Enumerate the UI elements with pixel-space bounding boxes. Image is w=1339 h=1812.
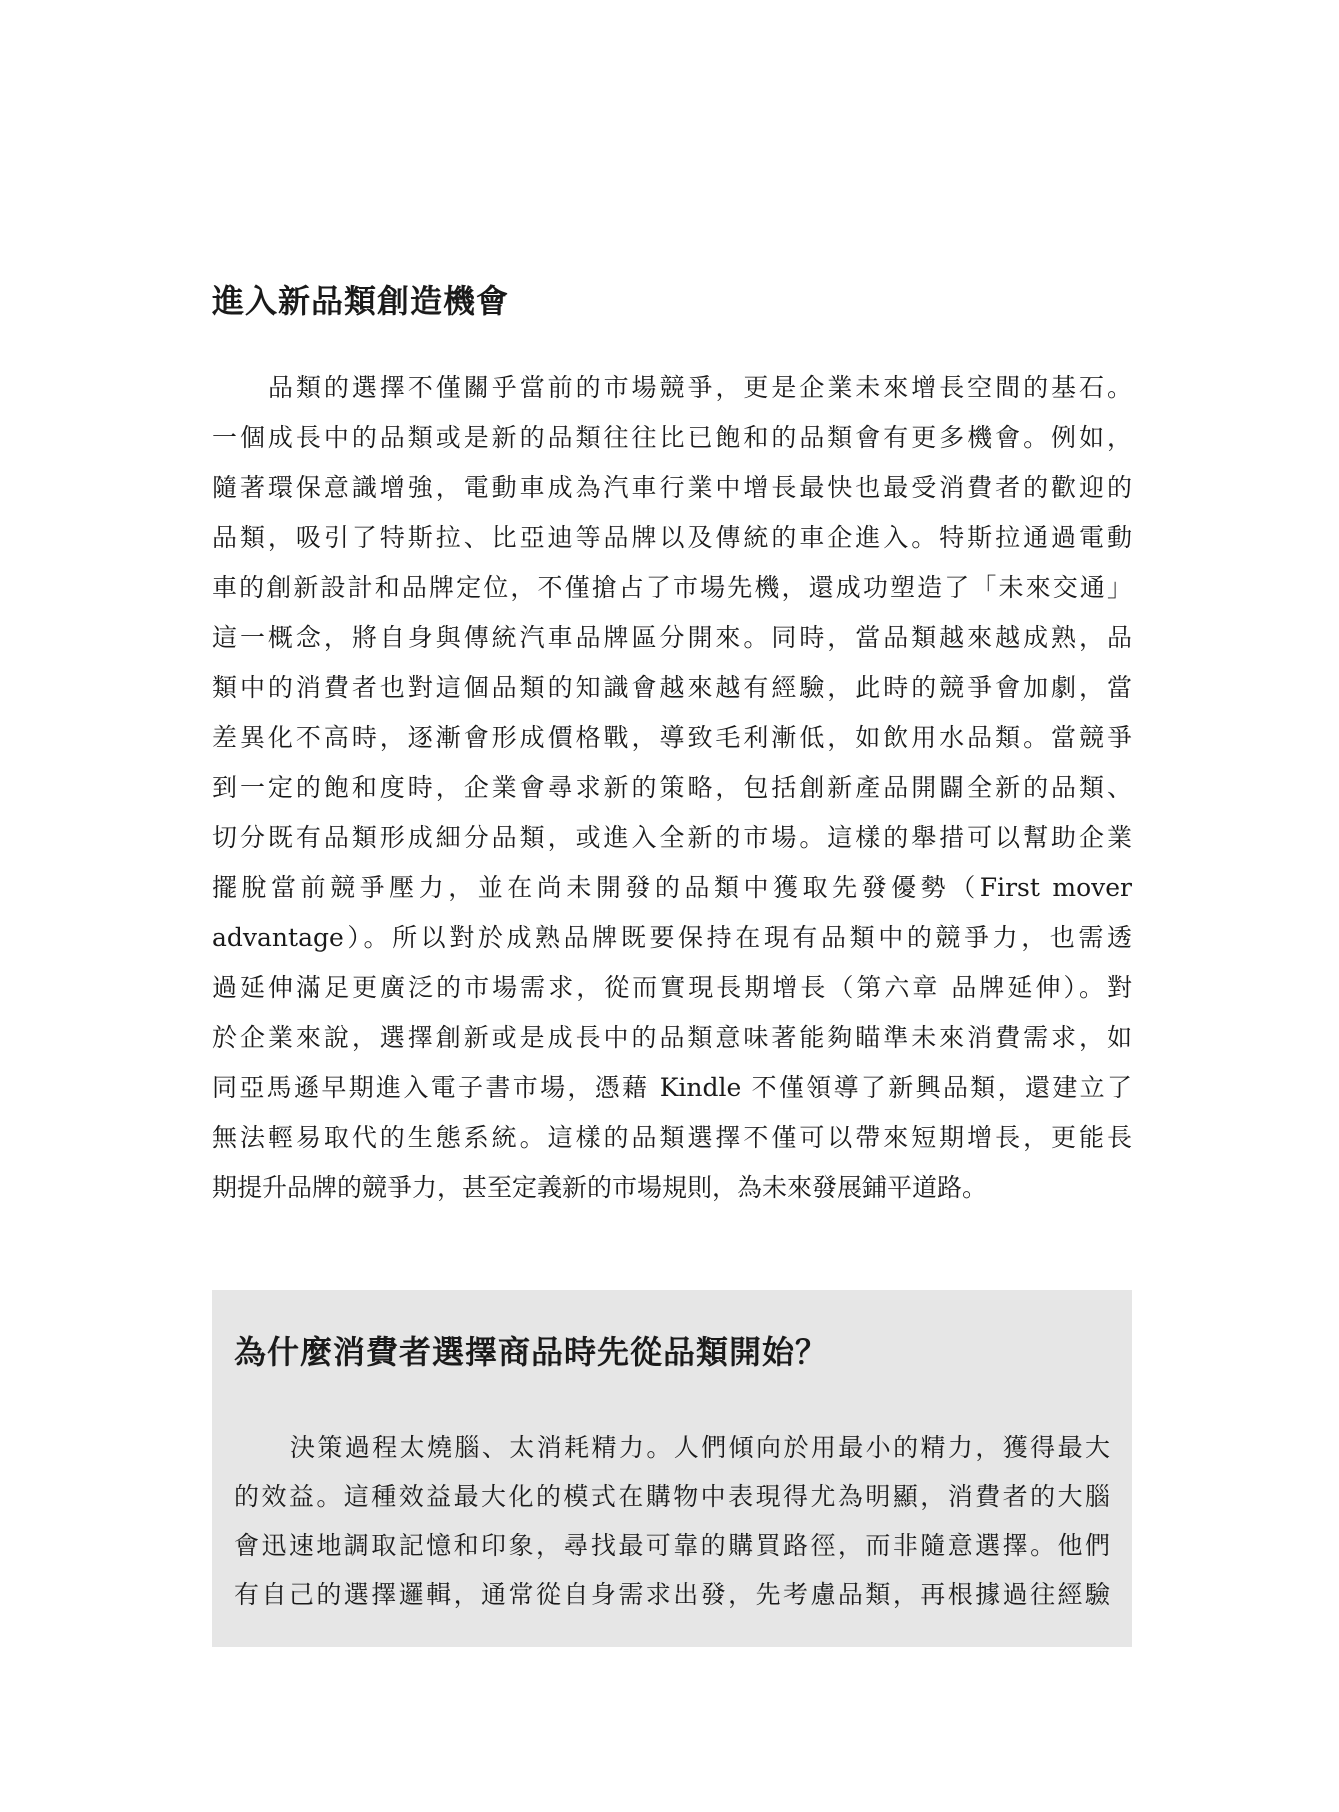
sidebar-box (212, 1290, 1132, 1647)
section-heading: 進入新品類創造機會 (212, 282, 510, 320)
sidebar-line: 會迅速地調取記憶和印象，尋找最可靠的購買路徑，而非隨意選擇。他們 (234, 1531, 1110, 1560)
sidebar-body-text (234, 1423, 1110, 1619)
paragraph-line: 無法輕易取代的生態系統。這樣的品類選擇不僅可以帶來短期增長，更能長 (212, 1123, 1132, 1152)
paragraph-line: 差異化不高時，逐漸會形成價格戰，導致毛利漸低，如飲用水品類。當競爭 (212, 723, 1132, 752)
paragraph-line: 隨著環保意識增強，電動車成為汽車行業中增長最快也最受消費者的歡迎的 (212, 473, 1132, 502)
paragraph-line: 切分既有品類形成細分品類，或進入全新的市場。這樣的舉措可以幫助企業 (212, 823, 1132, 852)
paragraph-line: 品類的選擇不僅關乎當前的市場競爭，更是企業未來增長空間的基石。 (268, 373, 1132, 402)
sidebar-heading: 為什麼消費者選擇商品時先從品類開始？ (234, 1333, 829, 1371)
paragraph-line: 車的創新設計和品牌定位，不僅搶占了市場先機，還成功塑造了「未來交通」 (212, 573, 1132, 602)
paragraph-line: 類中的消費者也對這個品類的知識會越來越有經驗，此時的競爭會加劇，當 (212, 673, 1132, 702)
paragraph-line: 同亞馬遜早期進入電子書市場，憑藉 Kindle 不僅領導了新興品類，還建立了 (212, 1073, 1132, 1102)
paragraph-line: 於企業來說，選擇創新或是成長中的品類意味著能夠瞄準未來消費需求，如 (212, 1023, 1132, 1052)
paragraph-line: advantage）。所以對於成熟品牌既要保持在現有品類中的競爭力，也需透 (212, 923, 1132, 952)
paragraph-line: 一個成長中的品類或是新的品類往往比已飽和的品類會有更多機會。例如， (212, 423, 1132, 452)
sidebar-line: 決策過程太燒腦、太消耗精力。人們傾向於用最小的精力，獲得最大 (290, 1433, 1110, 1462)
sidebar-line: 的效益。這種效益最大化的模式在購物中表現得尤為明顯，消費者的大腦 (234, 1482, 1110, 1511)
paragraph-line: 品類，吸引了特斯拉、比亞迪等品牌以及傳統的車企進入。特斯拉通過電動 (212, 523, 1132, 552)
paragraph-line: 過延伸滿足更廣泛的市場需求，從而實現長期增長（第六章 品牌延伸）。對 (212, 973, 1132, 1002)
paragraph-line: 期提升品牌的競爭力，甚至定義新的市場規則，為未來發展鋪平道路。 (212, 1173, 988, 1202)
sidebar-line: 有自己的選擇邏輯，通常從自身需求出發，先考慮品類，再根據過往經驗 (234, 1580, 1110, 1609)
paragraph-line: 這一概念，將自身與傳統汽車品牌區分開來。同時，當品類越來越成熟，品 (212, 623, 1132, 652)
paragraph-line: 擺脫當前競爭壓力，並在尚未開發的品類中獲取先發優勢（First mover (212, 873, 1132, 902)
paragraph-line: 到一定的飽和度時，企業會尋求新的策略，包括創新產品開闢全新的品類、 (212, 773, 1132, 802)
main-body-text (212, 363, 1132, 1213)
